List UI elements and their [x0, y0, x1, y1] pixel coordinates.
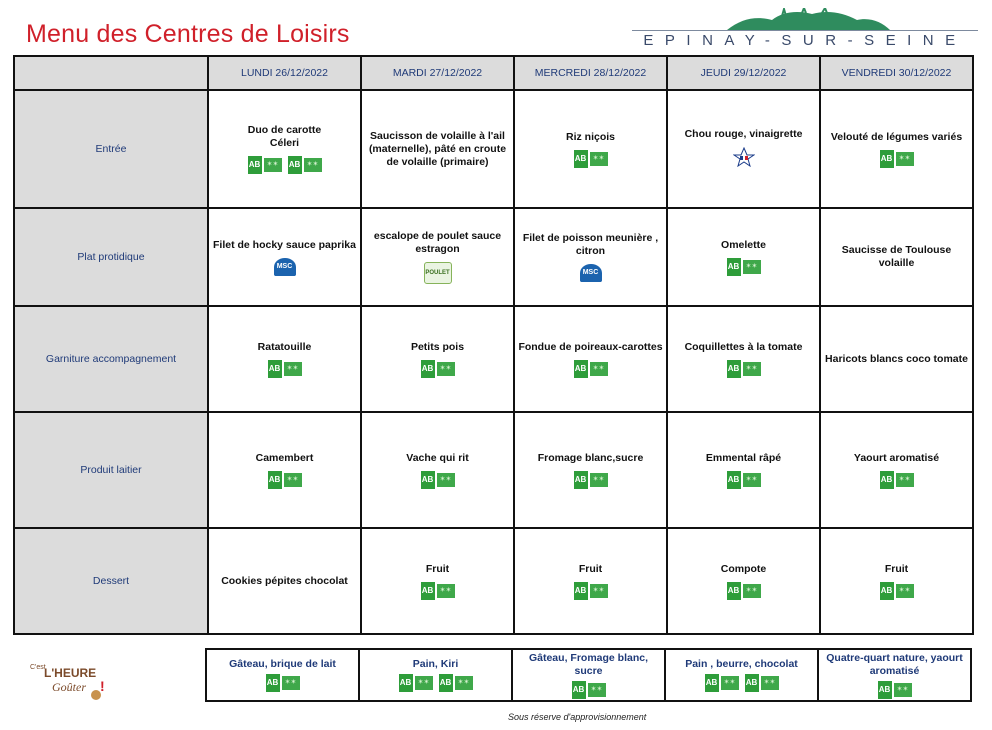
course-label: Garniture accompagnement — [14, 306, 208, 412]
label-badges — [824, 582, 969, 600]
gouter-cell — [665, 649, 818, 701]
bio-label-icon: AB ✶✶ — [574, 150, 608, 168]
menu-cell — [820, 412, 973, 528]
menu-item-text: Coquillettes à la tomate — [684, 340, 803, 353]
menu-cell — [361, 90, 514, 208]
city-skyline-icon — [632, 8, 978, 32]
day-header: MERCREDI 28/12/2022 — [514, 56, 667, 90]
label-badges — [671, 582, 816, 600]
bio-label-icon: AB ✶✶ — [421, 471, 455, 489]
menu-item-text: escalope de poulet sauce estragon — [373, 230, 502, 255]
menu-item-text: Fruit — [578, 562, 603, 575]
bio-label-icon: AB ✶✶ — [248, 156, 282, 174]
menu-item-text: Chou rouge, vinaigrette — [684, 127, 803, 140]
menu-item-text: Emmental râpé — [705, 451, 782, 464]
gouter-cell — [512, 649, 665, 701]
gouter-row — [206, 649, 971, 701]
label-badges — [671, 258, 816, 276]
menu-item-text: Camembert — [255, 451, 314, 464]
course-label: Produit laitier — [14, 412, 208, 528]
menu-table — [13, 55, 974, 635]
menu-item-text: Riz niçois — [565, 130, 615, 143]
course-label: Dessert — [14, 528, 208, 634]
course-label: Plat protidique — [14, 208, 208, 306]
label-badges — [212, 156, 357, 174]
label-badges — [212, 360, 357, 378]
menu-item-text: Fondue de poireaux-carottes — [518, 340, 663, 353]
menu-cell — [208, 528, 361, 634]
label-badges — [671, 360, 816, 378]
label-badges — [365, 262, 510, 284]
bio-label-icon: AB ✶✶ — [421, 582, 455, 600]
label-badges — [365, 360, 510, 378]
bio-label-icon: AB ✶✶ — [574, 471, 608, 489]
label-badges — [212, 471, 357, 489]
bio-label-icon: AB ✶✶ — [421, 360, 455, 378]
menu-item-text: Fruit — [884, 562, 909, 575]
menu-item-text: Saucisse de Toulouse volaille — [841, 244, 952, 269]
label-badges — [824, 471, 969, 489]
label-badges — [669, 674, 814, 692]
bio-label-icon: AB ✶✶ — [745, 674, 779, 692]
label-badges — [671, 147, 816, 171]
menu-item-text: Saucisson de volaille à l'ail (maternelle), pâté en croute de volaille (primaire) — [368, 129, 507, 168]
menu-cell — [208, 208, 361, 306]
label-badges — [365, 582, 510, 600]
menu-cell — [361, 528, 514, 634]
gouter-cell — [206, 649, 359, 701]
day-header: MARDI 27/12/2022 — [361, 56, 514, 90]
menu-cell — [514, 306, 667, 412]
day-header-row — [14, 56, 973, 90]
menu-item-text: Fruit — [425, 562, 450, 575]
bio-label-icon: AB ✶✶ — [727, 582, 761, 600]
menu-cell — [820, 306, 973, 412]
menu-item-text: Velouté de légumes variés — [830, 130, 963, 143]
page-title: Menu des Centres de Loisirs — [26, 20, 350, 48]
menu-item-text: Filet de hocky sauce paprika — [213, 238, 356, 251]
menu-item-text: Yaourt aromatisé — [853, 451, 940, 464]
menu-row — [14, 90, 973, 208]
label-badges — [516, 681, 661, 699]
msc-label-icon: MSC — [274, 258, 296, 276]
gouter-table — [205, 648, 972, 702]
bio-label-icon: AB ✶✶ — [268, 360, 302, 378]
menu-item-text: Vache qui rit — [406, 451, 469, 464]
bio-label-icon: AB ✶✶ — [880, 471, 914, 489]
french-origin-label-icon — [733, 147, 755, 167]
day-header: VENDREDI 30/12/2022 — [820, 56, 973, 90]
menu-item-text: Compote — [720, 562, 767, 575]
bio-label-icon: AB ✶✶ — [727, 471, 761, 489]
menu-cell — [361, 412, 514, 528]
label-badges — [671, 471, 816, 489]
menu-cell — [208, 412, 361, 528]
label-badges — [518, 471, 663, 489]
menu-cell — [514, 90, 667, 208]
menu-item-text: Pain, Kiri — [412, 658, 459, 670]
label-badges — [363, 674, 508, 692]
bio-label-icon: AB ✶✶ — [880, 582, 914, 600]
svg-text:L'HEURE: L'HEURE — [44, 666, 97, 680]
bio-label-icon: AB ✶✶ — [288, 156, 322, 174]
label-badges — [824, 150, 969, 168]
menu-item-text: Duo de carotte Céleri — [247, 124, 322, 149]
svg-text:!: ! — [100, 678, 105, 694]
menu-cell — [514, 208, 667, 306]
gouter-logo — [22, 657, 118, 703]
bio-label-icon: AB ✶✶ — [266, 674, 300, 692]
bio-label-icon: AB ✶✶ — [880, 150, 914, 168]
bio-label-icon: AB ✶✶ — [727, 258, 761, 276]
menu-cell — [667, 306, 820, 412]
menu-row — [14, 528, 973, 634]
label-badges — [518, 582, 663, 600]
bio-label-icon: AB ✶✶ — [268, 471, 302, 489]
menu-item-text: Filet de poisson meunière , citron — [522, 232, 659, 257]
msc-label-icon: MSC — [580, 264, 602, 282]
menu-item-text: Petits pois — [410, 340, 465, 353]
menu-row — [14, 412, 973, 528]
corner-cell — [14, 56, 208, 90]
menu-cell — [208, 306, 361, 412]
menu-cell — [667, 528, 820, 634]
course-label: Entrée — [14, 90, 208, 208]
menu-cell — [514, 528, 667, 634]
menu-cell — [361, 306, 514, 412]
epinay-logo — [632, 8, 978, 52]
label-badges — [210, 674, 355, 692]
menu-item-text: Quatre-quart nature, yaourt aromatisé — [826, 651, 963, 677]
day-header: LUNDI 26/12/2022 — [208, 56, 361, 90]
label-badges — [365, 471, 510, 489]
bio-label-icon: AB ✶✶ — [439, 674, 473, 692]
menu-row — [14, 306, 973, 412]
label-rouge-poulet-icon: POULET — [424, 262, 452, 284]
menu-cell — [820, 528, 973, 634]
menu-cell — [667, 412, 820, 528]
footnote: Sous réserve d'approvisionnement — [508, 712, 647, 722]
menu-item-text: Cookies pépites chocolat — [221, 574, 348, 587]
menu-item-text: Pain , beurre, chocolat — [685, 658, 798, 670]
gouter-cell — [818, 649, 971, 701]
label-badges — [822, 681, 967, 699]
bio-label-icon: AB ✶✶ — [574, 582, 608, 600]
bio-label-icon: AB ✶✶ — [572, 681, 606, 699]
bio-label-icon: AB ✶✶ — [727, 360, 761, 378]
menu-cell — [667, 208, 820, 306]
label-badges — [518, 360, 663, 378]
menu-cell — [208, 90, 361, 208]
label-badges — [212, 258, 357, 276]
logo-text: EPINAY-SUR-SEINE — [643, 32, 967, 49]
menu-cell — [361, 208, 514, 306]
gouter-cell — [359, 649, 512, 701]
menu-cell — [514, 412, 667, 528]
bio-label-icon: AB ✶✶ — [878, 681, 912, 699]
day-header: JEUDI 29/12/2022 — [667, 56, 820, 90]
menu-item-text: Fromage blanc,sucre — [537, 451, 644, 464]
label-badges — [518, 264, 663, 282]
bio-label-icon: AB ✶✶ — [574, 360, 608, 378]
menu-item-text: Gâteau, Fromage blanc, sucre — [528, 651, 649, 677]
menu-cell — [820, 208, 973, 306]
menu-item-text: Ratatouille — [257, 340, 312, 353]
menu-item-text: Gâteau, brique de lait — [229, 658, 336, 670]
svg-text:Goûter: Goûter — [52, 680, 86, 694]
menu-row — [14, 208, 973, 306]
label-badges — [518, 150, 663, 168]
menu-item-text: Haricots blancs coco tomate — [825, 352, 968, 365]
bio-label-icon: AB ✶✶ — [705, 674, 739, 692]
menu-item-text: Omelette — [721, 238, 766, 251]
svg-text:C'est: C'est — [30, 664, 46, 671]
bio-label-icon: AB ✶✶ — [399, 674, 433, 692]
menu-cell — [667, 90, 820, 208]
menu-cell — [820, 90, 973, 208]
